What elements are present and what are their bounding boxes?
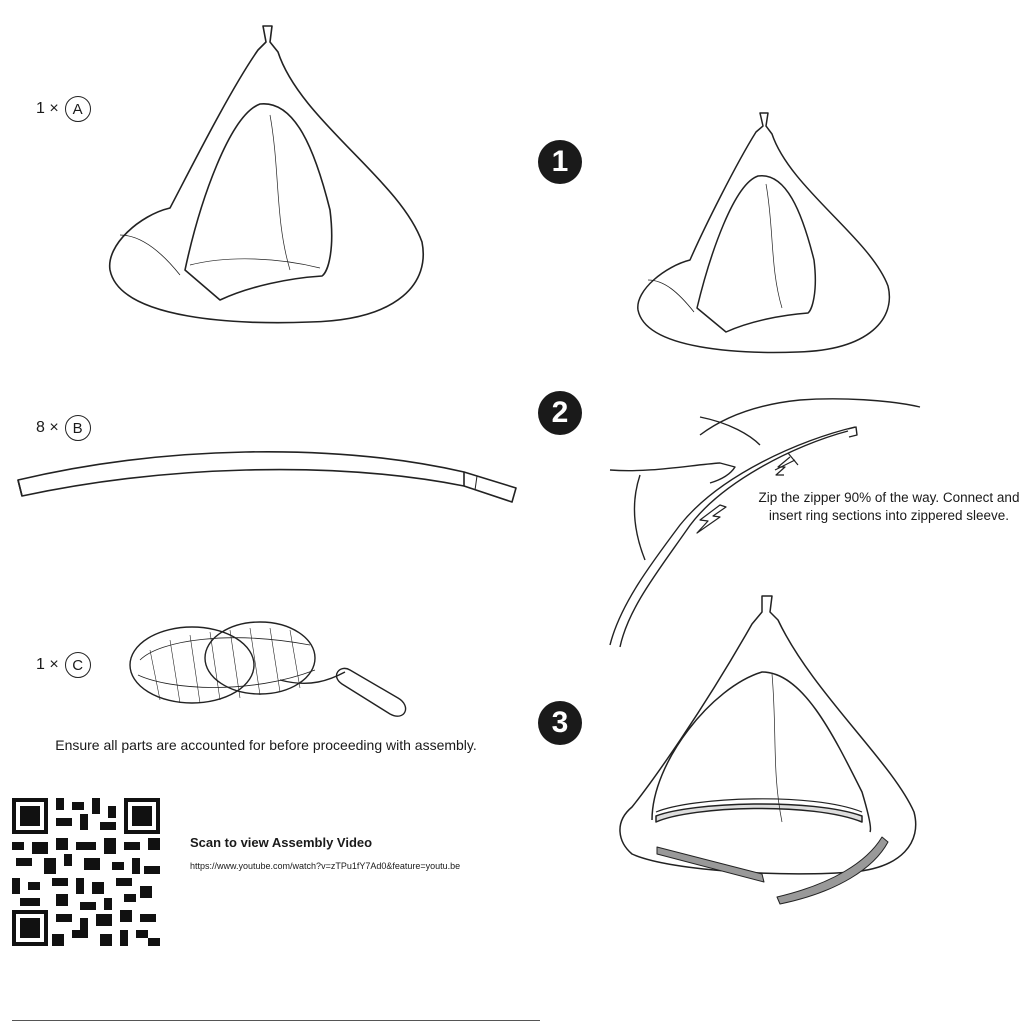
step-3-badge: 3 — [538, 701, 582, 745]
ring-section-tube-b — [12, 436, 527, 508]
step-3-hanging-chair-ring-illustration — [612, 592, 927, 904]
part-c-quantity — [36, 652, 91, 678]
step-2-instruction-line-2: insert ring sections into zippered sleeve. — [768, 508, 1010, 523]
step-1-hanging-chair-illustration — [630, 108, 900, 363]
video-url-link[interactable]: https://www.youtube.com/watch?v=zTPu1fY7Ad0&feature=youtu.be — [190, 861, 461, 871]
step-1-badge: 1 — [538, 140, 582, 184]
step-2-instruction — [758, 489, 1020, 525]
step-2-badge: 2 — [538, 391, 582, 435]
part-b-letter: B — [65, 415, 91, 441]
rope-with-carabiner-c — [120, 610, 420, 725]
hanging-chair-illustration-a — [100, 20, 440, 340]
qr-code-image — [12, 798, 160, 946]
video-title: Scan to view Assembly Video — [190, 835, 373, 850]
part-a-quantity — [36, 96, 91, 122]
part-b-count: 8 × — [36, 419, 59, 436]
part-c-letter: C — [65, 652, 91, 678]
part-a-letter: A — [65, 96, 91, 122]
part-c-count: 1 × — [36, 656, 59, 673]
footer-divider — [12, 1020, 540, 1021]
step-2-instruction-line-1: Zip the zipper 90% of the way. Connect and — [758, 490, 1020, 505]
parts-check-note: Ensure all parts are accounted for before proceeding with assembly. — [55, 737, 477, 753]
part-a-count: 1 × — [36, 100, 59, 117]
